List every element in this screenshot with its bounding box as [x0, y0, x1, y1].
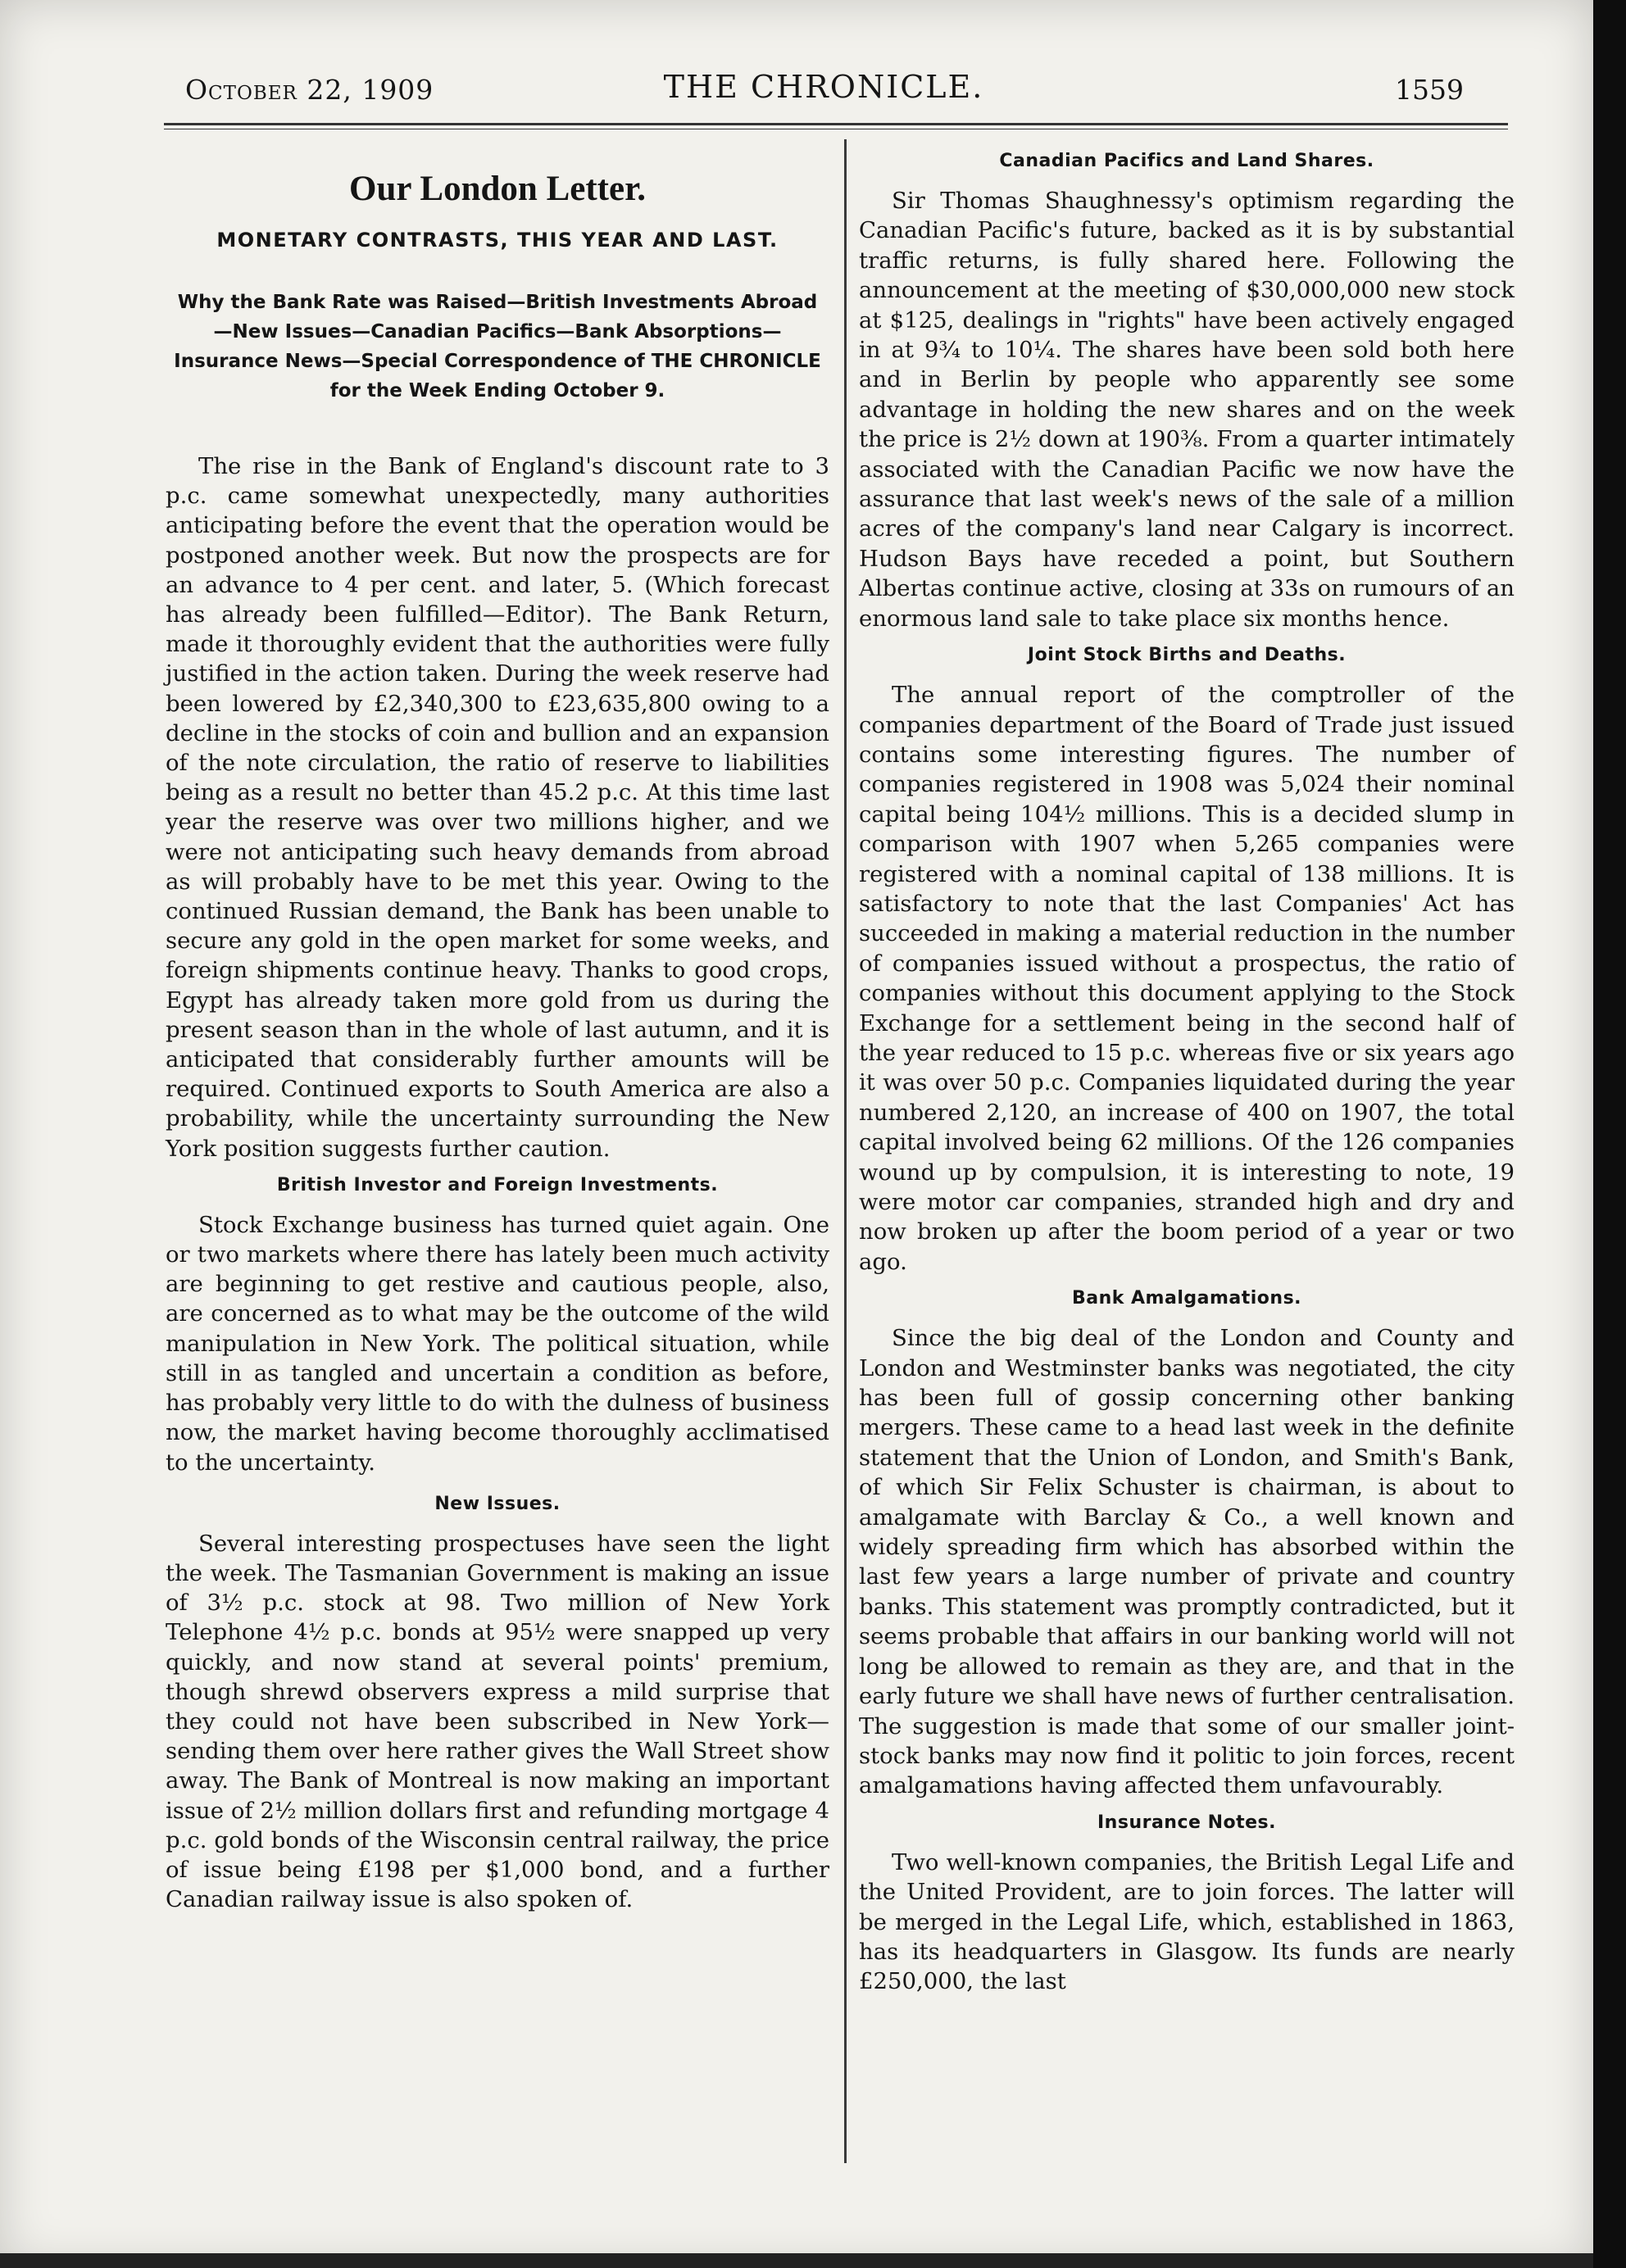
- article-kicker: MONETARY CONTRASTS, THIS YEAR AND LAST.: [216, 229, 779, 252]
- scan-bottom-edge: [0, 2253, 1593, 2268]
- page-number: 1559: [1395, 74, 1464, 106]
- scan-right-edge: [1593, 0, 1626, 2268]
- paragraph-stock-exchange: Stock Exchange business has turned quiet again. One or two markets where there has lately been much activity are beginning to get restive and cautious people, also, are concerned as to what may be the outcome of the wild manipulation in New York. The political situation, while still in as tangled and uncertain a condition as before, has probably very little to do with the dulness of business now, the market having become thoroughly acclimatised to the uncertainty.: [166, 1211, 829, 1476]
- running-head: [180, 67, 1467, 108]
- paragraph-insurance-notes: Two well-known companies, the British Legal Life and the United Provident, are to join forces. The latter will be merged in the Legal Life, which, established in 1863, has its headquarters in Glasgow. Its funds are nearly £250,000, the last: [859, 1848, 1515, 1995]
- subhead-bank-amalgamations: Bank Amalgamations.: [1071, 1288, 1302, 1309]
- paragraph-bank-amalgamations: Since the big deal of the London and County and London and Westminster banks was negotiated, the city has been full of gossip concerning other banking mergers. These came to a head last week in the definite statement that the Union of London, and Smith's Bank, of which Sir Felix Schuster is chairman, is about to amalgamate with Barclay & Co., a well known and widely spreading firm which has absorbed within the last few years a large number of private and country banks. This statement was promptly contradicted, but it seems probable that affairs in our banking world will not long be allowed to remain as they are, and that in the early future we shall have news of further centralisation. The suggestion is made that some of our smaller joint-stock banks may now find it politic to join forces, recent amalgamations having affected them unfavourably.: [859, 1325, 1515, 1799]
- subhead-new-issues: New Issues.: [434, 1493, 561, 1514]
- article-deck: Why the Bank Rate was Raised—British Investments Abroad—New Issues—Canadian Pacifics—Bank Absorptions—Insurance News—Special Correspondence of THE CHRONICLE for the Week Ending October 9.: [174, 292, 821, 401]
- paragraph-bank-rate: The rise in the Bank of England's discount rate to 3 p.c. came somewhat unexpectedly, many authorities anticipating before the event that the operation would be postponed another week. But now the prospects are for an advance to 4 per cent. and later, 5. (Which forecast has already been fulfilled—Editor). The Bank Return, made it thoroughly evident that the authorities were fully justified in the action taken. During the week reserve had been lowered by £2,340,300 to £23,635,800 owing to a decline in the stocks of coin and bullion and an expansion of the note circulation, the ratio of reserve to liabilities being as a result no better than 45.2 p.c. At this time last year the reserve was over two millions higher, and we were not anticipating such heavy demands from abroad as will probably have to be met this year. Owing to the continued Russian demand, the Bank has been unable to secure any gold in the open market for some weeks, and foreign shipments continue heavy. Thanks to good crops, Egypt has already taken more gold from us during the present season than in the whole of last autumn, and it is anticipated that considerably further amounts will be required. Continued exports to South America are also a probability, while the uncertainty surrounding the New York position suggests further caution.: [166, 453, 829, 1162]
- paragraph-canadian-pacifics: Sir Thomas Shaughnessy's optimism regarding the Canadian Pacific's future, backed as it is by substantial traffic returns, is fully shared here. Following the announcement at the meeting of $30,000,000 new stock at $125, dealings in "rights" have been actively engaged in at 9¾ to 10¼. The shares have been sold both here and in Berlin by people who apparently see some advantage in holding the new shares and on the week the price is 2½ down at 190⅜. From a quarter intimately associated with the Canadian Pacific we now have the assurance that last week's news of the sale of a million acres of the company's land near Calgary is incorrect. Hudson Bays have receded a point, but Southern Albertas continue active, closing at 33s on rumours of an enormous land sale to take place six months hence.: [859, 188, 1515, 632]
- subhead-canadian-pacifics: Canadian Pacifics and Land Shares.: [999, 151, 1374, 171]
- paragraph-joint-stock: The annual report of the comptroller of the companies department of the Board of Trade just issued contains some interesting figures. The number of companies registered in 1908 was 5,024 their nominal capital being 104½ millions. This is a decided slump in comparison with 1907 when 5,265 companies were registered with a nominal capital of 138 millions. It is satisfactory to note that the last Companies' Act has succeeded in making a material reduction in the number of companies issued without a prospectus, the ratio of companies without this document applying to the Stock Exchange for a settlement being in the second half of the year reduced to 15 p.c. whereas five or six years ago it was over 50 p.c. Companies liquidated during the year numbered 2,120, an increase of 400 on 1907, the total capital involved being 62 millions. Of the 126 companies wound up by compulsion, it is interesting to note, 19 were motor car companies, stranded high and dry and now broken up after the boom period of a year or two ago.: [859, 682, 1515, 1275]
- issue-date: October 22, 1909: [185, 74, 434, 106]
- subhead-insurance-notes: Insurance Notes.: [1097, 1812, 1276, 1833]
- subhead-british-investor: British Investor and Foreign Investments.: [276, 1174, 719, 1195]
- paragraph-new-issues: Several interesting prospectuses have seen the light the week. The Tasmanian Government is making an issue of 3½ p.c. stock at 98. Two million of New York Telephone 4½ p.c. bonds at 95½ were snapped up very quickly, and now stand at several points' premium, though shrewd observers express a mild surprise that they could not have been subscribed in New York—sending them over here rather gives the Wall Street show away. The Bank of Montreal is now making an important issue of 2½ million dollars first and refunding mortgage 4 p.c. gold bonds of the Wisconsin central railway, the price of issue being £198 per $1,000 bond, and a further Canadian railway issue is also spoken of.: [166, 1530, 829, 1913]
- publication-title: THE CHRONICLE.: [663, 69, 984, 105]
- column-divider: [844, 139, 847, 2163]
- left-column: [166, 147, 829, 1914]
- right-column: [859, 147, 1515, 1997]
- subhead-joint-stock: Joint Stock Births and Deaths.: [1027, 645, 1347, 666]
- header-rule-thick: [164, 123, 1508, 125]
- article-title: Our London Letter.: [349, 170, 646, 208]
